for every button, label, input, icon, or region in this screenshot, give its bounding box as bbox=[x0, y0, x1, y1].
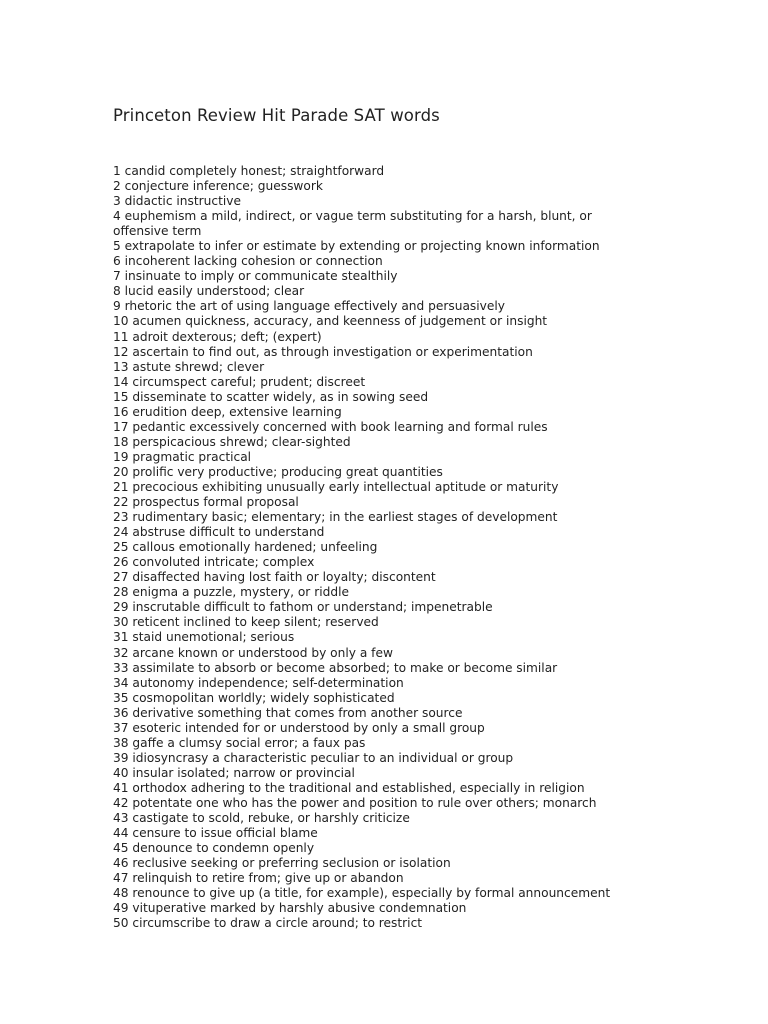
word-entry: 32 arcane known or understood by only a few bbox=[113, 645, 393, 660]
word-entry: 34 autonomy independence; self-determination bbox=[113, 675, 404, 690]
word-entry: 44 censure to issue official blame bbox=[113, 826, 318, 841]
word-entry: 49 vituperative marked by harshly abusive condemnation bbox=[113, 901, 467, 916]
word-entry: 19 pragmatic practical bbox=[113, 449, 252, 464]
word-entry: 20 prolific very productive; producing great quantities bbox=[113, 464, 443, 479]
word-entry: 14 circumspect careful; prudent; discreet bbox=[113, 374, 366, 389]
word-entry: 30 reticent inclined to keep silent; reserved bbox=[113, 615, 379, 630]
word-entry: 46 reclusive seeking or preferring seclusion or isolation bbox=[113, 856, 451, 871]
word-entry: 23 rudimentary basic; elementary; in the earliest stages of development bbox=[113, 510, 558, 525]
word-entry: 40 insular isolated; narrow or provincial bbox=[113, 765, 355, 780]
word-entry: 29 inscrutable difficult to fathom or understand; impenetrable bbox=[113, 600, 493, 615]
word-entry: 45 denounce to condemn openly bbox=[113, 841, 315, 856]
word-entry: 36 derivative something that comes from another source bbox=[113, 705, 463, 720]
word-entry: 35 cosmopolitan worldly; widely sophisticated bbox=[113, 690, 395, 705]
document-page bbox=[113, 104, 733, 931]
word-entry: 26 convoluted intricate; complex bbox=[113, 555, 315, 570]
word-entry: 6 incoherent lacking cohesion or connection bbox=[113, 254, 383, 269]
word-entry: 41 orthodox adhering to the traditional and established, especially in religion bbox=[113, 780, 585, 795]
word-entry: 7 insinuate to imply or communicate stealthily bbox=[113, 269, 398, 284]
word-entry: 27 disaffected having lost faith or loyalty; discontent bbox=[113, 570, 436, 585]
word-entry: 5 extrapolate to infer or estimate by extending or projecting known information bbox=[113, 239, 600, 254]
document-title: Princeton Review Hit Parade SAT words bbox=[113, 106, 440, 125]
word-entry: 50 circumscribe to draw a circle around; to restrict bbox=[113, 916, 423, 931]
word-entry: 4 euphemism a mild, indirect, or vague term substituting for a harsh, blunt, or offensive term bbox=[113, 209, 592, 239]
word-entry: 25 callous emotionally hardened; unfeeling bbox=[113, 540, 378, 555]
word-entry: 47 relinquish to retire from; give up or abandon bbox=[113, 871, 404, 886]
word-entry: 24 abstruse difficult to understand bbox=[113, 525, 325, 540]
word-entry: 31 staid unemotional; serious bbox=[113, 630, 295, 645]
word-entry: 22 prospectus formal proposal bbox=[113, 495, 299, 510]
word-entry: 11 adroit dexterous; deft; (expert) bbox=[113, 329, 322, 344]
word-entry: 9 rhetoric the art of using language effectively and persuasively bbox=[113, 299, 505, 314]
word-list bbox=[113, 164, 733, 931]
word-entry: 12 ascertain to find out, as through investigation or experimentation bbox=[113, 344, 533, 359]
word-entry: 13 astute shrewd; clever bbox=[113, 359, 265, 374]
word-entry: 15 disseminate to scatter widely, as in sowing seed bbox=[113, 389, 429, 404]
word-entry: 17 pedantic excessively concerned with book learning and formal rules bbox=[113, 419, 548, 434]
word-entry: 42 potentate one who has the power and position to rule over others; monarch bbox=[113, 795, 597, 810]
word-entry: 38 gaffe a clumsy social error; a faux pas bbox=[113, 735, 366, 750]
word-entry: 1 candid completely honest; straightforward bbox=[113, 164, 385, 178]
word-entry: 48 renounce to give up (a title, for example), especially by formal announcement bbox=[113, 886, 611, 901]
word-entry: 33 assimilate to absorb or become absorbed; to make or become similar bbox=[113, 660, 558, 675]
word-entry: 39 idiosyncrasy a characteristic peculiar to an individual or group bbox=[113, 750, 514, 765]
word-entry: 43 castigate to scold, rebuke, or harshly criticize bbox=[113, 811, 410, 826]
word-entry: 10 acumen quickness, accuracy, and keenness of judgement or insight bbox=[113, 314, 548, 329]
word-entry: 2 conjecture inference; guesswork bbox=[113, 179, 323, 194]
word-entry: 16 erudition deep, extensive learning bbox=[113, 404, 342, 419]
word-entry: 8 lucid easily understood; clear bbox=[113, 284, 305, 299]
word-entry: 18 perspicacious shrewd; clear-sighted bbox=[113, 434, 351, 449]
word-entry: 21 precocious exhibiting unusually early intellectual aptitude or maturity bbox=[113, 479, 559, 494]
word-entry: 3 didactic instructive bbox=[113, 194, 241, 209]
word-entry: 37 esoteric intended for or understood by only a small group bbox=[113, 720, 485, 735]
word-entry: 28 enigma a puzzle, mystery, or riddle bbox=[113, 585, 349, 600]
